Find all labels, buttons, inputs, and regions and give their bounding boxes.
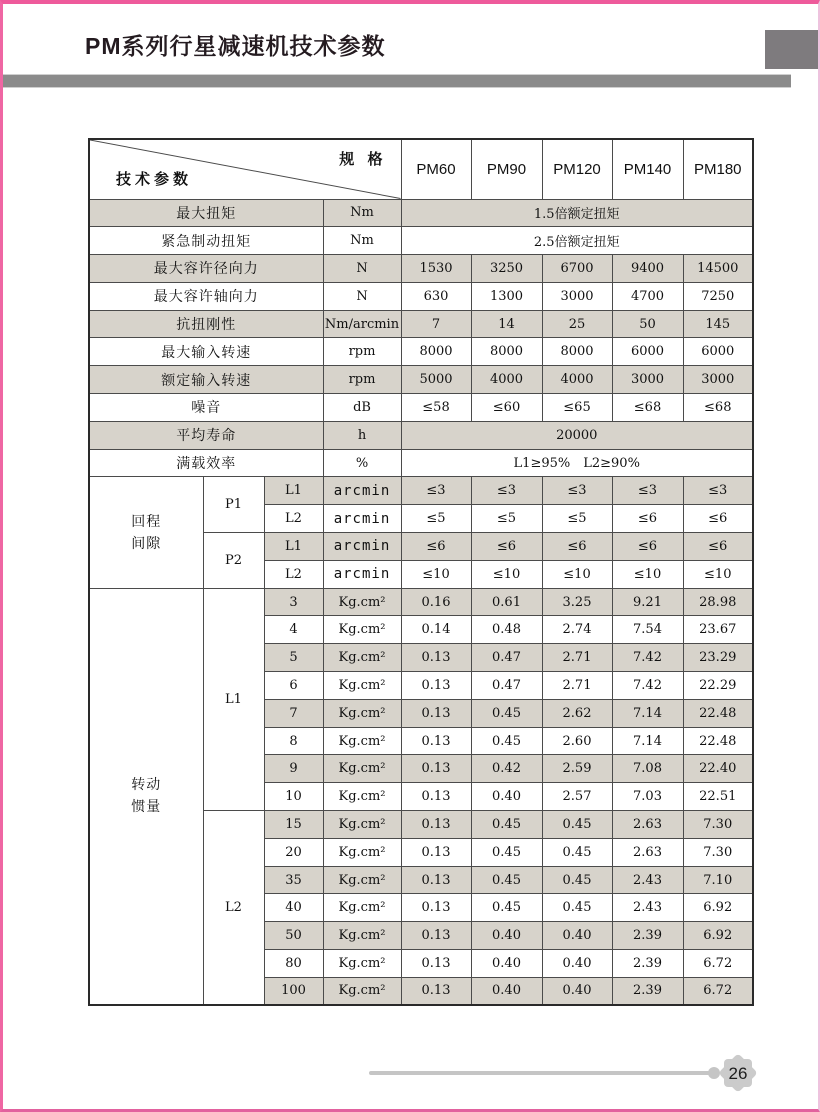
column-header-pm90: PM90: [471, 139, 542, 199]
value: 2.71: [542, 644, 612, 672]
value: ≤10: [471, 560, 542, 588]
unit-label: Nm: [323, 227, 401, 255]
value: 7: [401, 310, 471, 338]
value: 8000: [542, 338, 612, 366]
param-corner-label: 技术参数: [116, 169, 193, 188]
value: ≤68: [683, 394, 753, 422]
unit-label: Kg.cm²: [323, 838, 401, 866]
table-row: [89, 394, 753, 422]
param-label: 噪音: [89, 394, 323, 422]
merged-value: 20000: [401, 421, 753, 449]
stage-group-label: L2: [203, 811, 264, 1006]
value: 6000: [612, 338, 683, 366]
value: 22.48: [683, 727, 753, 755]
table-row: [89, 255, 753, 283]
value: 0.16: [401, 588, 471, 616]
table-row: [89, 588, 753, 616]
stage-group-label: L1: [203, 588, 264, 810]
value: 2.60: [542, 727, 612, 755]
value: 0.45: [471, 866, 542, 894]
param-label: 最大扭矩: [89, 199, 323, 227]
unit-label: Kg.cm²: [323, 699, 401, 727]
page-number: 26: [728, 1064, 748, 1083]
ratio-label: 20: [264, 838, 323, 866]
value: 0.40: [471, 783, 542, 811]
table-row: [89, 282, 753, 310]
unit-label: Kg.cm²: [323, 616, 401, 644]
spec-table-body: [89, 199, 753, 1005]
value: 6.72: [683, 950, 753, 978]
spec-corner-label: 规 格: [339, 150, 387, 168]
ratio-label: 6: [264, 672, 323, 700]
value: 0.40: [471, 922, 542, 950]
ratio-label: 80: [264, 950, 323, 978]
unit-label: arcmin: [323, 533, 401, 561]
inertia-section-label-line: 转动: [131, 777, 162, 794]
value: 6000: [683, 338, 753, 366]
value: 2.63: [612, 838, 683, 866]
value: 2.59: [542, 755, 612, 783]
value: 0.13: [401, 950, 471, 978]
value: 4700: [612, 282, 683, 310]
value: ≤6: [401, 533, 471, 561]
unit-label: Kg.cm²: [323, 755, 401, 783]
value: 7.42: [612, 644, 683, 672]
value: 0.13: [401, 838, 471, 866]
unit-label: Kg.cm²: [323, 950, 401, 978]
value: 0.13: [401, 894, 471, 922]
value: 0.13: [401, 727, 471, 755]
value: 0.47: [471, 644, 542, 672]
value: 0.13: [401, 755, 471, 783]
value: 28.98: [683, 588, 753, 616]
footer-rule: [369, 1071, 715, 1075]
table-row: [89, 449, 753, 477]
value: ≤10: [542, 560, 612, 588]
value: ≤3: [542, 477, 612, 505]
merged-value: L1≥95% L2≥90%: [401, 449, 753, 477]
precision-class-label: P2: [203, 533, 264, 589]
page-title: PM系列行星减速机技术参数: [85, 33, 386, 59]
value: 0.13: [401, 811, 471, 839]
value: 7.03: [612, 783, 683, 811]
param-label: 平均寿命: [89, 421, 323, 449]
value: ≤5: [542, 505, 612, 533]
unit-label: Kg.cm²: [323, 977, 401, 1005]
title-underline-bar: [0, 74, 791, 88]
unit-label: N: [323, 255, 401, 283]
precision-class-label: P1: [203, 477, 264, 533]
value: 0.40: [471, 950, 542, 978]
value: 0.45: [542, 811, 612, 839]
inertia-section-label: [89, 588, 203, 1005]
param-label: 最大容许轴向力: [89, 282, 323, 310]
value: ≤6: [471, 533, 542, 561]
value: 8000: [471, 338, 542, 366]
ratio-label: 15: [264, 811, 323, 839]
value: 0.45: [471, 699, 542, 727]
column-header-pm180: PM180: [683, 139, 753, 199]
ratio-label: 5: [264, 644, 323, 672]
spec-table: [88, 138, 754, 1006]
value: 14500: [683, 255, 753, 283]
param-label: 抗扭刚性: [89, 310, 323, 338]
value: 3000: [542, 282, 612, 310]
ratio-label: 50: [264, 922, 323, 950]
value: ≤10: [683, 560, 753, 588]
value: ≤6: [612, 505, 683, 533]
unit-label: Kg.cm²: [323, 783, 401, 811]
unit-label: Kg.cm²: [323, 672, 401, 700]
value: ≤6: [683, 505, 753, 533]
value: 0.45: [542, 838, 612, 866]
value: 22.48: [683, 699, 753, 727]
value: 6700: [542, 255, 612, 283]
value: 0.13: [401, 866, 471, 894]
value: 2.43: [612, 894, 683, 922]
value: 22.51: [683, 783, 753, 811]
value: 3000: [683, 366, 753, 394]
value: 0.45: [471, 811, 542, 839]
value: 0.40: [542, 950, 612, 978]
unit-label: Kg.cm²: [323, 811, 401, 839]
ratio-label: 7: [264, 699, 323, 727]
value: 2.57: [542, 783, 612, 811]
param-label: 额定输入转速: [89, 366, 323, 394]
value: 5000: [401, 366, 471, 394]
unit-label: h: [323, 421, 401, 449]
value: 22.29: [683, 672, 753, 700]
value: 2.39: [612, 977, 683, 1005]
value: 25: [542, 310, 612, 338]
value: ≤3: [401, 477, 471, 505]
value: ≤6: [542, 533, 612, 561]
value: 0.13: [401, 699, 471, 727]
value: 7.14: [612, 699, 683, 727]
value: 8000: [401, 338, 471, 366]
corner-header-cell: [89, 139, 401, 199]
table-row: [89, 227, 753, 255]
param-label: 最大容许径向力: [89, 255, 323, 283]
spec-table-container: [88, 138, 754, 1006]
value: 22.40: [683, 755, 753, 783]
column-header-pm60: PM60: [401, 139, 471, 199]
table-row: [89, 421, 753, 449]
value: 50: [612, 310, 683, 338]
value: ≤6: [612, 533, 683, 561]
inertia-section-label-line: 惯量: [131, 799, 162, 816]
corner-accent-block: [765, 30, 818, 69]
value: ≤6: [683, 533, 753, 561]
unit-label: arcmin: [323, 477, 401, 505]
value: 0.40: [471, 977, 542, 1005]
table-row: [89, 199, 753, 227]
param-label: 满载效率: [89, 449, 323, 477]
ratio-label: 100: [264, 977, 323, 1005]
ratio-label: 4: [264, 616, 323, 644]
value: 2.39: [612, 922, 683, 950]
value: 0.48: [471, 616, 542, 644]
stage-label: L2: [264, 560, 323, 588]
gear-icon: [716, 1051, 760, 1095]
value: 6.92: [683, 894, 753, 922]
value: 0.42: [471, 755, 542, 783]
value: 0.45: [542, 866, 612, 894]
value: 3250: [471, 255, 542, 283]
value: 0.13: [401, 783, 471, 811]
ratio-label: 40: [264, 894, 323, 922]
value: 7.30: [683, 811, 753, 839]
value: ≤3: [471, 477, 542, 505]
stage-label: L1: [264, 477, 323, 505]
value: 0.40: [542, 922, 612, 950]
value: ≤68: [612, 394, 683, 422]
value: ≤60: [471, 394, 542, 422]
unit-label: Nm: [323, 199, 401, 227]
value: 0.45: [471, 838, 542, 866]
value: ≤10: [612, 560, 683, 588]
value: 2.43: [612, 866, 683, 894]
value: 0.13: [401, 922, 471, 950]
table-row: [89, 310, 753, 338]
table-row: [89, 366, 753, 394]
param-label: 最大输入转速: [89, 338, 323, 366]
value: ≤3: [683, 477, 753, 505]
table-row: [89, 338, 753, 366]
value: 0.13: [401, 977, 471, 1005]
unit-label: dB: [323, 394, 401, 422]
value: ≤3: [612, 477, 683, 505]
value: 4000: [471, 366, 542, 394]
value: 9400: [612, 255, 683, 283]
column-header-pm120: PM120: [542, 139, 612, 199]
unit-label: arcmin: [323, 560, 401, 588]
value: 6.92: [683, 922, 753, 950]
value: 23.67: [683, 616, 753, 644]
value: 145: [683, 310, 753, 338]
backlash-section-label-line: 回程: [131, 513, 162, 530]
value: 7250: [683, 282, 753, 310]
merged-value: 1.5倍额定扭矩: [401, 199, 753, 227]
value: 1530: [401, 255, 471, 283]
unit-label: rpm: [323, 338, 401, 366]
ratio-label: 8: [264, 727, 323, 755]
backlash-section-label: [89, 477, 203, 588]
value: 4000: [542, 366, 612, 394]
value: 1300: [471, 282, 542, 310]
unit-label: Kg.cm²: [323, 894, 401, 922]
value: 6.72: [683, 977, 753, 1005]
column-header-pm140: PM140: [612, 139, 683, 199]
value: 23.29: [683, 644, 753, 672]
unit-label: N: [323, 282, 401, 310]
value: 7.42: [612, 672, 683, 700]
value: 0.40: [542, 977, 612, 1005]
param-label: 紧急制动扭矩: [89, 227, 323, 255]
value: 7.30: [683, 838, 753, 866]
value: 0.45: [471, 894, 542, 922]
value: 0.13: [401, 672, 471, 700]
backlash-section-label-line: 间隙: [131, 535, 162, 552]
ratio-label: 10: [264, 783, 323, 811]
ratio-label: 9: [264, 755, 323, 783]
unit-label: Kg.cm²: [323, 866, 401, 894]
unit-label: Nm/arcmin: [323, 310, 401, 338]
value: ≤65: [542, 394, 612, 422]
value: 9.21: [612, 588, 683, 616]
unit-label: Kg.cm²: [323, 588, 401, 616]
ratio-label: 3: [264, 588, 323, 616]
value: ≤58: [401, 394, 471, 422]
value: 2.62: [542, 699, 612, 727]
stage-label: L2: [264, 505, 323, 533]
value: 2.39: [612, 950, 683, 978]
value: 630: [401, 282, 471, 310]
value: 0.61: [471, 588, 542, 616]
value: ≤5: [401, 505, 471, 533]
value: 3.25: [542, 588, 612, 616]
merged-value: 2.5倍额定扭矩: [401, 227, 753, 255]
value: 2.74: [542, 616, 612, 644]
value: 0.14: [401, 616, 471, 644]
value: 2.71: [542, 672, 612, 700]
value: ≤5: [471, 505, 542, 533]
unit-label: Kg.cm²: [323, 922, 401, 950]
value: 3000: [612, 366, 683, 394]
unit-label: rpm: [323, 366, 401, 394]
unit-label: %: [323, 449, 401, 477]
value: ≤10: [401, 560, 471, 588]
stage-label: L1: [264, 533, 323, 561]
value: 14: [471, 310, 542, 338]
ratio-label: 35: [264, 866, 323, 894]
value: 0.13: [401, 644, 471, 672]
value: 7.10: [683, 866, 753, 894]
value: 7.08: [612, 755, 683, 783]
unit-label: arcmin: [323, 505, 401, 533]
value: 7.14: [612, 727, 683, 755]
unit-label: Kg.cm²: [323, 727, 401, 755]
value: 0.47: [471, 672, 542, 700]
value: 0.45: [542, 894, 612, 922]
value: 7.54: [612, 616, 683, 644]
value: 2.63: [612, 811, 683, 839]
table-row: [89, 477, 753, 505]
value: 0.45: [471, 727, 542, 755]
unit-label: Kg.cm²: [323, 644, 401, 672]
header-row: [89, 139, 753, 199]
